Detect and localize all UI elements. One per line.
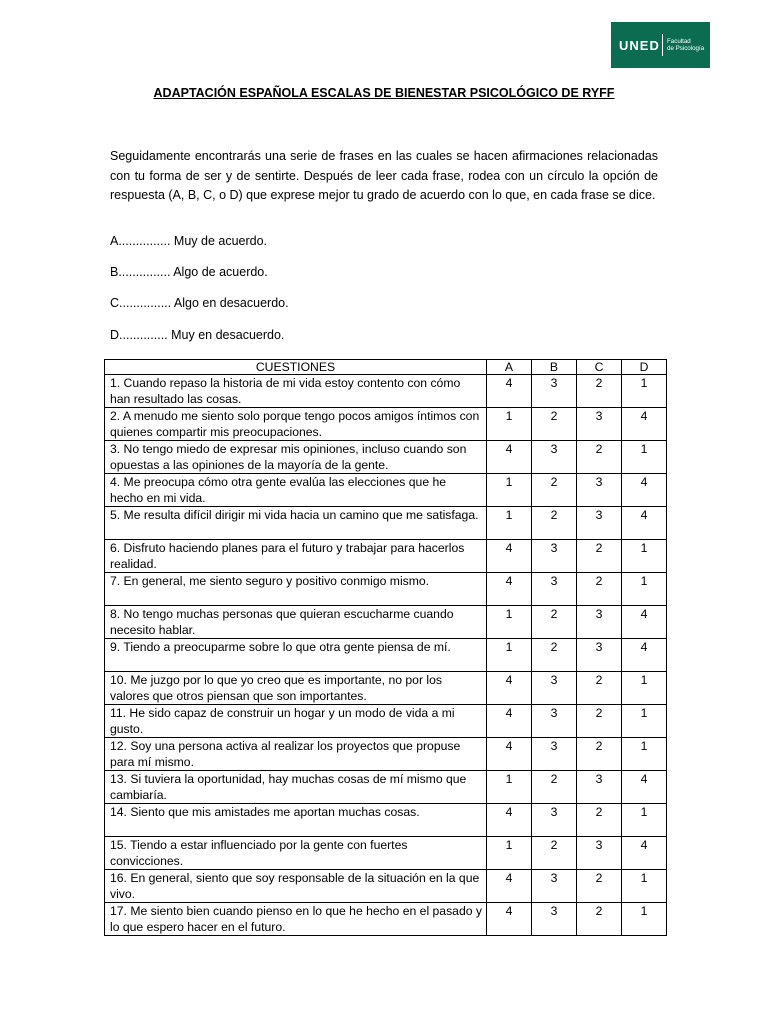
document-title: ADAPTACIÓN ESPAÑOLA ESCALAS DE BIENESTAR PSICOLÓGICO DE RYFF (153, 86, 615, 100)
answer-c[interactable]: 2 (577, 375, 622, 408)
instructions-paragraph: Seguidamente encontrarás una serie de frases en las cuales se hacen afirmaciones relacionadas con tu forma de ser y de sentirte. Después de leer cada frase, rodea con un círculo la opción de respuesta (A, B, C, o D) que exprese mejor tu grado de acuerdo con lo que, en cada frase se dice. (110, 149, 658, 202)
logo-subtitle (667, 38, 704, 53)
answer-d[interactable]: 4 (622, 507, 667, 540)
answer-d[interactable]: 1 (622, 375, 667, 408)
question-text: 8. No tengo muchas personas que quieran escucharme cuando necesito hablar. (105, 606, 487, 639)
answer-b[interactable]: 3 (532, 375, 577, 408)
question-text: 6. Disfruto haciendo planes para el futuro y trabajar para hacerlos realidad. (105, 540, 487, 573)
header-a: A (487, 360, 532, 375)
answer-c[interactable]: 2 (577, 870, 622, 903)
answer-b[interactable]: 2 (532, 507, 577, 540)
table-row (105, 705, 667, 738)
answer-c[interactable]: 2 (577, 441, 622, 474)
questions-table (104, 359, 667, 936)
answer-d[interactable]: 4 (622, 474, 667, 507)
answer-c[interactable]: 3 (577, 507, 622, 540)
question-text: 5. Me resulta difícil dirigir mi vida hacia un camino que me satisfaga. (105, 507, 487, 540)
answer-a[interactable]: 1 (487, 507, 532, 540)
answer-a[interactable]: 1 (487, 408, 532, 441)
answer-d[interactable]: 4 (622, 837, 667, 870)
answer-c[interactable]: 2 (577, 573, 622, 606)
question-text: 4. Me preocupa cómo otra gente evalúa las elecciones que he hecho en mi vida. (105, 474, 487, 507)
table-row (105, 375, 667, 408)
answer-b[interactable]: 3 (532, 903, 577, 936)
option-a: A............... Muy de acuerdo. (110, 234, 268, 248)
answer-c[interactable]: 3 (577, 606, 622, 639)
answer-b[interactable]: 3 (532, 441, 577, 474)
answer-a[interactable]: 4 (487, 903, 532, 936)
answer-a[interactable]: 4 (487, 672, 532, 705)
question-text: 7. En general, me siento seguro y positivo conmigo mismo. (105, 573, 487, 606)
answer-d[interactable]: 4 (622, 408, 667, 441)
uned-logo (611, 22, 710, 68)
question-text: 10. Me juzgo por lo que yo creo que es importante, no por los valores que otros piensan que son importantes. (105, 672, 487, 705)
answer-a[interactable]: 4 (487, 441, 532, 474)
answer-b[interactable]: 2 (532, 408, 577, 441)
question-text: 16. En general, siento que soy responsable de la situación en la que vivo. (105, 870, 487, 903)
answer-a[interactable]: 4 (487, 804, 532, 837)
table-row (105, 408, 667, 441)
table-row (105, 573, 667, 606)
answer-a[interactable]: 1 (487, 771, 532, 804)
answer-a[interactable]: 4 (487, 738, 532, 771)
option-c: C............... Algo en desacuerdo. (110, 296, 289, 310)
answer-b[interactable]: 2 (532, 606, 577, 639)
answer-d[interactable]: 4 (622, 771, 667, 804)
table-row (105, 738, 667, 771)
question-text: 12. Soy una persona activa al realizar los proyectos que propuse para mí mismo. (105, 738, 487, 771)
table-row (105, 903, 667, 936)
answer-c[interactable]: 2 (577, 804, 622, 837)
header-c: C (577, 360, 622, 375)
answer-d[interactable]: 1 (622, 672, 667, 705)
header-cuestiones: CUESTIONES (105, 360, 487, 375)
table-row (105, 870, 667, 903)
answer-a[interactable]: 1 (487, 606, 532, 639)
answer-d[interactable]: 4 (622, 606, 667, 639)
answer-b[interactable]: 3 (532, 804, 577, 837)
logo-divider (662, 34, 663, 56)
table-row (105, 771, 667, 804)
answer-d[interactable]: 1 (622, 441, 667, 474)
answer-d[interactable]: 1 (622, 870, 667, 903)
header-b: B (532, 360, 577, 375)
answer-c[interactable]: 3 (577, 837, 622, 870)
table-header-row (105, 360, 667, 375)
answer-b[interactable]: 3 (532, 540, 577, 573)
answer-c[interactable]: 2 (577, 738, 622, 771)
answer-b[interactable]: 3 (532, 738, 577, 771)
answer-c[interactable]: 2 (577, 672, 622, 705)
table-row (105, 540, 667, 573)
question-text: 15. Tiendo a estar influenciado por la gente con fuertes convicciones. (105, 837, 487, 870)
table-row (105, 474, 667, 507)
option-d: D.............. Muy en desacuerdo. (110, 328, 285, 342)
answer-a[interactable]: 4 (487, 540, 532, 573)
answer-c[interactable]: 3 (577, 474, 622, 507)
table-row (105, 606, 667, 639)
answer-d[interactable]: 1 (622, 804, 667, 837)
answer-c[interactable]: 2 (577, 540, 622, 573)
question-text: 11. He sido capaz de construir un hogar y un modo de vida a mi gusto. (105, 705, 487, 738)
answer-a[interactable]: 4 (487, 375, 532, 408)
question-text: 17. Me siento bien cuando pienso en lo que he hecho en el pasado y lo que espero hacer en el futuro. (105, 903, 487, 936)
answer-b[interactable]: 3 (532, 870, 577, 903)
question-text: 2. A menudo me siento solo porque tengo pocos amigos íntimos con quienes compartir mis preocupaciones. (105, 408, 487, 441)
table-row (105, 672, 667, 705)
answer-b[interactable]: 3 (532, 672, 577, 705)
answer-a[interactable]: 4 (487, 705, 532, 738)
answer-b[interactable]: 2 (532, 837, 577, 870)
table-row (105, 639, 667, 672)
answer-a[interactable]: 4 (487, 573, 532, 606)
answer-b[interactable]: 2 (532, 639, 577, 672)
answer-c[interactable]: 2 (577, 903, 622, 936)
answer-a[interactable]: 1 (487, 474, 532, 507)
table-row (105, 507, 667, 540)
answer-c[interactable]: 3 (577, 639, 622, 672)
answer-b[interactable]: 2 (532, 474, 577, 507)
answer-b[interactable]: 3 (532, 705, 577, 738)
question-text: 3. No tengo miedo de expresar mis opiniones, incluso cuando son opuestas a las opiniones de la mayoría de la gente. (105, 441, 487, 474)
question-text: 14. Siento que mis amistades me aportan muchas cosas. (105, 804, 487, 837)
answer-d[interactable]: 1 (622, 705, 667, 738)
answer-b[interactable]: 3 (532, 573, 577, 606)
answer-b[interactable]: 2 (532, 771, 577, 804)
logo-subtitle-line2: de Psicología (667, 45, 705, 52)
answer-d[interactable]: 1 (622, 573, 667, 606)
table-row (105, 804, 667, 837)
answer-d[interactable]: 1 (622, 540, 667, 573)
answer-d[interactable]: 1 (622, 738, 667, 771)
answer-c[interactable]: 3 (577, 771, 622, 804)
table-row (105, 837, 667, 870)
logo-mark: UNED (619, 37, 660, 53)
logo-subtitle-line1: Facultad (667, 37, 691, 45)
answer-a[interactable]: 4 (487, 870, 532, 903)
question-text: 9. Tiendo a preocuparme sobre lo que otra gente piensa de mí. (105, 639, 487, 672)
answer-d[interactable]: 1 (622, 903, 667, 936)
answer-c[interactable]: 2 (577, 705, 622, 738)
question-text: 13. Si tuviera la oportunidad, hay muchas cosas de mí mismo que cambiaría. (105, 771, 487, 804)
answer-a[interactable]: 1 (487, 837, 532, 870)
answer-c[interactable]: 3 (577, 408, 622, 441)
header-d: D (622, 360, 667, 375)
question-text: 1. Cuando repaso la historia de mi vida estoy contento con cómo han resultado las cosas. (105, 375, 487, 408)
answer-d[interactable]: 4 (622, 639, 667, 672)
answer-a[interactable]: 1 (487, 639, 532, 672)
option-b: B............... Algo de acuerdo. (110, 265, 268, 279)
table-row (105, 441, 667, 474)
